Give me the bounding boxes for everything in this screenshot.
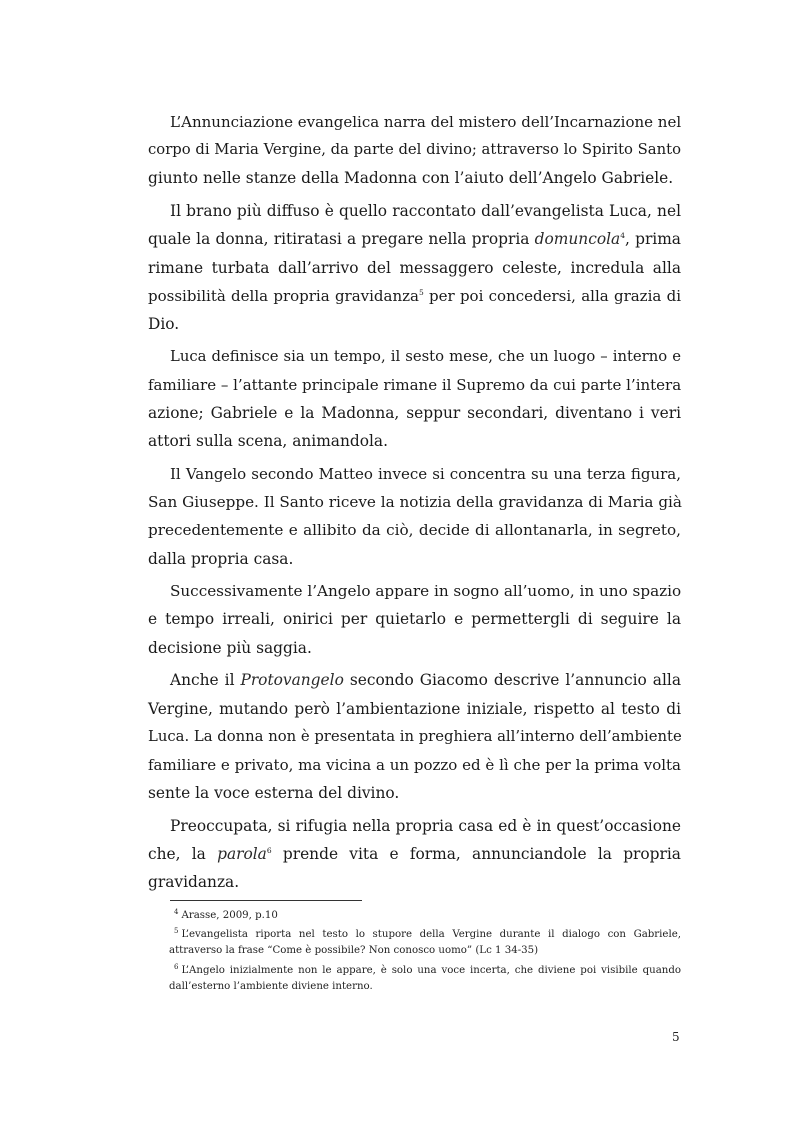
text-line: e tempo irreali, onirici per quietarlo e permettergli di seguire la <box>148 610 681 629</box>
italic-term-parola: parola <box>217 845 267 864</box>
footnote-text: L’evangelista riporta nel testo lo stupore della Vergine durante il dialogo con Gabriele, <box>181 929 681 941</box>
text-line: rimane turbata dall’arrivo del messaggero celeste, incredula alla <box>148 258 681 277</box>
text-line: familiare – l’attante principale rimane il Supremo da cui parte l’intera <box>148 375 682 394</box>
text-line: azione; Gabriele e la Madonna, seppur secondari, diventano i veri <box>148 404 681 423</box>
paragraph-3 <box>148 343 681 456</box>
footnote-5 <box>170 927 681 959</box>
text-line: corpo di Maria Vergine, da parte del divino; attraverso lo Spirito Santo <box>148 141 681 159</box>
paragraph-7 <box>148 812 681 897</box>
footnote-text: attraverso la frase “Come è possibile? Non conosco uomo” (Lc 1 34-35) <box>169 945 539 957</box>
text-line: possibilità della propria gravidanza$^5$ per poi concedersi, alla grazia di <box>148 286 681 305</box>
text-line: quale la donna, ritiratasi a pregare nella propria domuncola$^4$, prima <box>148 230 681 249</box>
text-line: che, la parola$^6$ prende vita e forma, annunciandole la propria <box>148 845 681 864</box>
text-line: precedentemente e allibito da ciò, decide di allontanarla, in segreto, <box>148 521 681 540</box>
footnote-separator <box>170 900 362 901</box>
text-line: San Giuseppe. Il Santo riceve la notizia della gravidanza di Maria già <box>148 493 682 512</box>
text-line: gravidanza. <box>148 873 240 892</box>
footnote-ref-4: 4 <box>620 231 625 241</box>
text-line: L’Annunciazione evangelica narra del mistero dell’Incarnazione nel <box>170 113 682 131</box>
footnote-text: dall’esterno l’ambiente diviene interno. <box>169 980 373 992</box>
footnote-number: 5 <box>174 927 179 936</box>
text-line: decisione più saggia. <box>148 638 312 657</box>
italic-term-protovangelo: Protovangelo <box>240 671 344 690</box>
text-line: Il brano più diffuso è quello raccontato dall’evangelista Luca, nel <box>170 202 681 221</box>
paragraph-2 <box>148 197 681 338</box>
italic-term-domuncola: domuncola <box>534 230 621 249</box>
paragraph-1 <box>148 108 681 193</box>
text-line: Successivamente l’Angelo appare in sogno all’uomo, in uno spazio <box>170 582 682 601</box>
text-line: dalla propria casa. <box>148 549 294 568</box>
text-line: Vergine, mutando però l’ambientazione iniziale, rispetto al testo di <box>148 699 681 718</box>
text-line: Luca definisce sia un tempo, il sesto mese, che un luogo – interno e <box>170 347 681 365</box>
text-line: Luca. La donna non è presentata in preghiera all’interno dell’ambiente <box>148 727 682 745</box>
paragraph-5 <box>148 577 681 662</box>
text-line: Preoccupata, si rifugia nella propria casa ed è in quest’occasione <box>170 816 681 835</box>
paragraph-4 <box>148 460 681 573</box>
text-line: Il Vangelo secondo Matteo invece si concentra su una terza figura, <box>170 464 681 483</box>
footnote-number: 4 <box>174 908 179 916</box>
footnotes <box>170 908 681 998</box>
text-line: familiare e privato, ma vicina a un pozzo ed è lì che per la prima volta <box>148 755 681 774</box>
footnote-ref-5: 5 <box>418 287 424 297</box>
page-number: 5 <box>672 1030 680 1044</box>
text-line: giunto nelle stanze della Madonna con l’aiuto dell’Angelo Gabriele. <box>148 169 674 188</box>
footnote-6 <box>170 963 681 995</box>
body-text <box>148 108 681 901</box>
footnote-ref-6: 6 <box>266 846 272 856</box>
footnote-4 <box>170 908 681 924</box>
paragraph-6 <box>148 666 681 807</box>
text-line: sente la voce esterna del divino. <box>148 784 400 803</box>
footnote-text: Arasse, 2009, p.10 <box>181 910 278 921</box>
footnote-text: L’Angelo inizialmente non le appare, è solo una voce incerta, che diviene poi visibile quando <box>181 964 681 976</box>
text-line: Anche il Protovangelo secondo Giacomo descrive l’annuncio alla <box>170 671 681 690</box>
text-line: attori sulla scena, animandola. <box>148 432 389 451</box>
text-line: Dio. <box>148 314 180 333</box>
footnote-number: 6 <box>174 962 179 971</box>
